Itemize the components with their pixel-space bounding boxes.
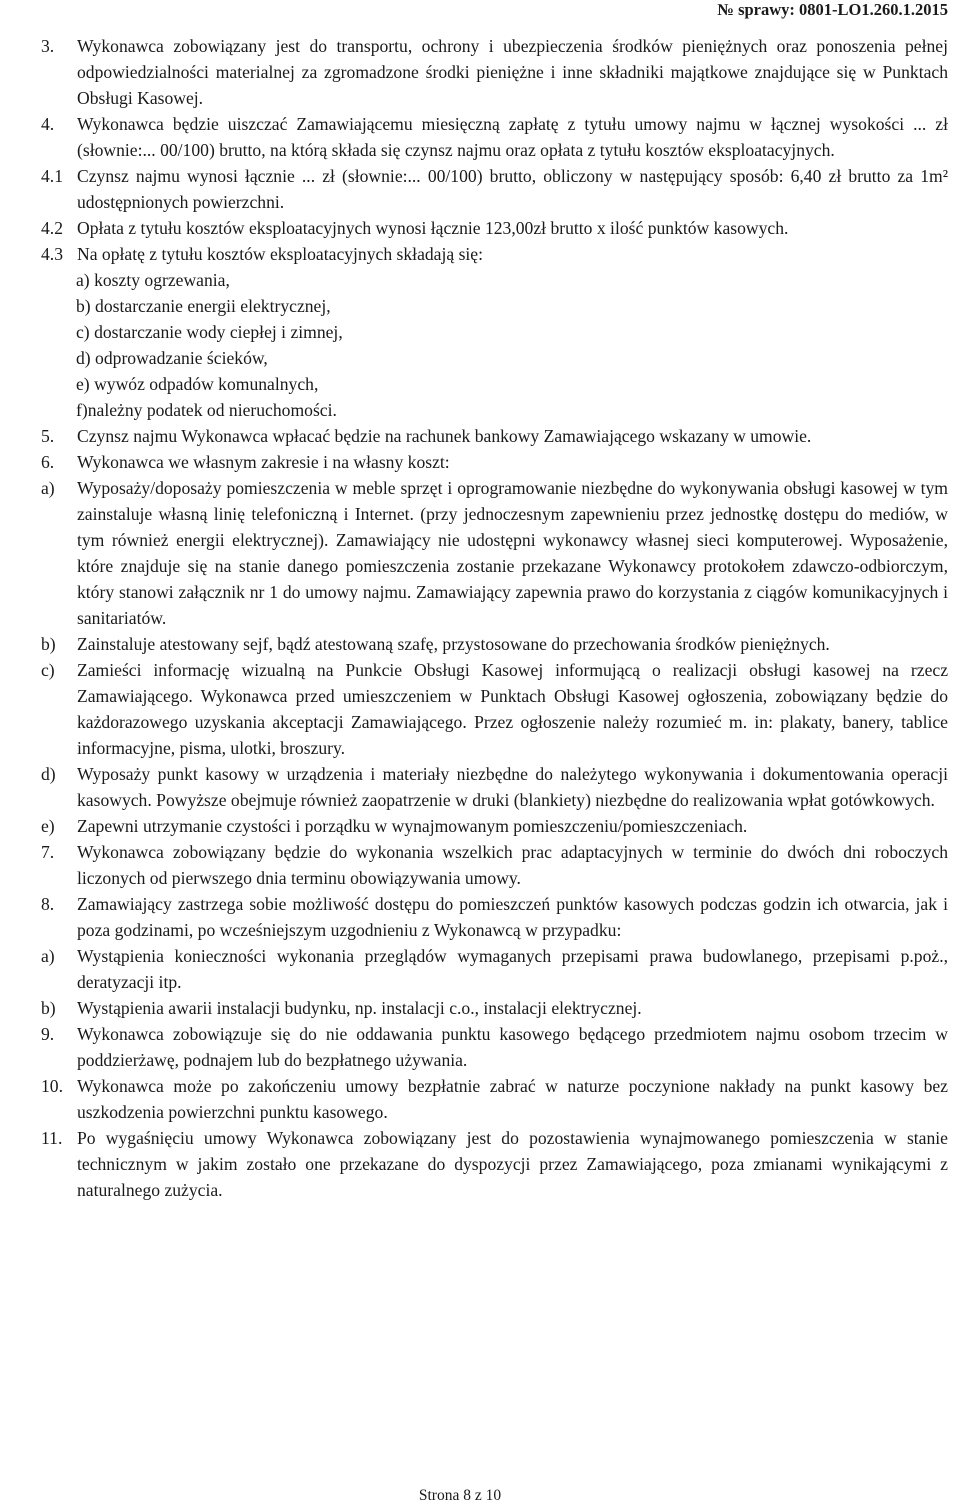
clause-4 [41,111,948,163]
clause-number: 8. [41,894,55,914]
list-marker: b) [41,998,56,1018]
clause-number: 3. [41,36,55,56]
clause-number: 11. [41,1128,63,1148]
obligation-text: Wyposaży punkt kasowy w urządzenia i materiały niezbędne do należytego wykonywania i dokumentowania operacji kasowych. Powyższe obejmuje również zaopatrzenie w druki (blankiety) niezbędne do realizowania wpłat gotówkowych. [77,764,948,810]
obligation-text: Wyposaży/doposaży pomieszczenia w meble sprzęt i oprogramowanie niezbędne do wykonywania obsługi kasowej w tym zainstaluje własną linię telefoniczną i Internet. (przy jednoczesnym zapewnieniu przez jednostkę dostępu do mediów, w tym również energii elektrycznej). Zamawiający nie udostępni wykonawcy własnej sieci komputerowej. Wyposażenie, które znajduje się na stanie danego pomieszczenia zostanie przekazane Wykonawcy protokołem zdawczo-odbiorczym, który stanowi załącznik nr 1 do umowy najmu. Zamawiający zapewnia prawo do korzystania z ciągów komunikacyjnych i sanitariatów. [77,478,948,628]
clause-text: Na opłatę z tytułu kosztów eksploatacyjnych składają się: [77,244,484,264]
obligation-b [41,631,948,657]
clause-8 [41,891,948,943]
list-item: b) dostarczanie energii elektrycznej, [76,296,331,316]
obligation-e [41,813,948,839]
clause-number: 9. [41,1024,55,1044]
list-item: d) odprowadzanie ścieków, [76,348,268,368]
clause-text: Wykonawca we własnym zakresie i na własny koszt: [77,452,450,472]
case-number-header: № sprawy: 0801-LO1.260.1.2015 [717,0,948,19]
clause-number: 4.3 [41,244,63,264]
clause-text: Czynsz najmu wynosi łącznie ... zł (słownie:... 00/100) brutto, obliczony w następujący sposób: 6,40 zł brutto za 1m² udostępnionych powierzchni. [77,166,948,212]
access-case-text: Wystąpienia konieczności wykonania przeglądów wymaganych przepisami prawa budowlanego, przepisami p.poż., deratyzacji itp. [77,946,948,992]
obligation-a [41,475,948,631]
clause-4-2 [41,215,948,241]
obligation-d [41,761,948,813]
clause-number: 4.1 [41,166,63,186]
clause-text: Wykonawca będzie uiszczać Zamawiającemu miesięczną zapłatę z tytułu umowy najmu w łącznej wysokości ... zł (słownie:... 00/100) brutto, na którą składa się czynsz najmu oraz opłata z tytułu kosztów eksploatacyjnych. [77,114,948,160]
clause-9 [41,1021,948,1073]
page-number: Strona 8 z 10 [418,1487,502,1504]
clause-text: Wykonawca zobowiązuje się do nie oddawania punktu kasowego będącego przedmiotem najmu osobom trzecim w poddzierżawę, podnajem lub do bezpłatnego używania. [77,1024,948,1070]
page-footer [0,1487,960,1505]
clause-number: 10. [41,1076,63,1096]
list-marker: d) [41,764,56,784]
clause-number: 4.2 [41,218,63,238]
cost-list [41,267,948,423]
obligation-text: Zainstaluje atestowany sejf, bądź atestowaną szafę, przystosowane do przechowania środków pieniężnych. [77,634,830,654]
clause-text: Zamawiający zastrzega sobie możliwość dostępu do pomieszczeń punktów kasowych podczas godzin ich otwarcia, jak i poza godzinami, po wcześniejszym uzgodnieniu z Wykonawcą w przypadku: [77,894,948,940]
clause-number: 6. [41,452,55,472]
clause-text: Wykonawca zobowiązany jest do transportu, ochrony i ubezpieczenia środków pieniężnych oraz ponoszenia pełnej odpowiedzialności materialnej za zgromadzone środki pieniężne i inne składniki majątkowe znajdujące się w Punktach Obsługi Kasowej. [77,36,948,108]
clause-number: 7. [41,842,55,862]
access-case-b [41,995,948,1021]
list-marker: c) [41,660,55,680]
clause-5 [41,423,948,449]
clause-10 [41,1073,948,1125]
list-item: e) wywóz odpadów komunalnych, [76,374,319,394]
clause-4-3 [41,241,948,267]
document-body [41,33,948,1203]
clause-text: Po wygaśnięciu umowy Wykonawca zobowiązany jest do pozostawienia wynajmowanego pomieszczenia w stanie technicznym w jakim zostało one przekazane do dyspozycji przez Zamawiającego, poza zmianami wynikającymi z naturalnego zużycia. [77,1128,948,1200]
obligation-text: Zamieści informację wizualną na Punkcie Obsługi Kasowej informującą o realizacji obsługi kasowej na rzecz Zamawiającego. Wykonawca przed umieszczeniem w Punktach Obsługi Kasowej ogłoszenia, zobowiązany będzie do każdorazowego uzyskania akceptacji Zamawiającego. Przez ogłoszenie należy rozumieć m. in: plakaty, banery, tablice informacyjne, pisma, ulotki, broszury. [77,660,948,758]
clause-number: 4. [41,114,55,134]
clause-text: Wykonawca zobowiązany będzie do wykonania wszelkich prac adaptacyjnych w terminie do dwóch dni roboczych liczonych od pierwszego dnia terminu obowiązywania umowy. [77,842,948,888]
clause-7 [41,839,948,891]
list-marker: b) [41,634,56,654]
clause-3 [41,33,948,111]
list-item: c) dostarczanie wody ciepłej i zimnej, [76,322,343,342]
clause-4-1 [41,163,948,215]
clause-11 [41,1125,948,1203]
list-item: f)należny podatek od nieruchomości. [76,400,337,420]
list-marker: a) [41,946,55,966]
list-marker: e) [41,816,55,836]
clause-text: Opłata z tytułu kosztów eksploatacyjnych wynosi łącznie 123,00zł brutto x ilość punktów kasowych. [77,218,789,238]
access-case-text: Wystąpienia awarii instalacji budynku, np. instalacji c.o., instalacji elektrycznej. [77,998,642,1018]
clause-text: Wykonawca może po zakończeniu umowy bezpłatnie zabrać w naturze poczynione nakłady na punkt kasowy bez uszkodzenia powierzchni punktu kasowego. [77,1076,948,1122]
obligation-text: Zapewni utrzymanie czystości i porządku w wynajmowanym pomieszczeniu/pomieszczeniach. [77,816,748,836]
clause-6 [41,449,948,475]
access-case-a [41,943,948,995]
list-item: a) koszty ogrzewania, [76,270,230,290]
clause-number: 5. [41,426,55,446]
list-marker: a) [41,478,55,498]
clause-text: Czynsz najmu Wykonawca wpłacać będzie na rachunek bankowy Zamawiającego wskazany w umowie. [77,426,812,446]
obligation-c [41,657,948,761]
